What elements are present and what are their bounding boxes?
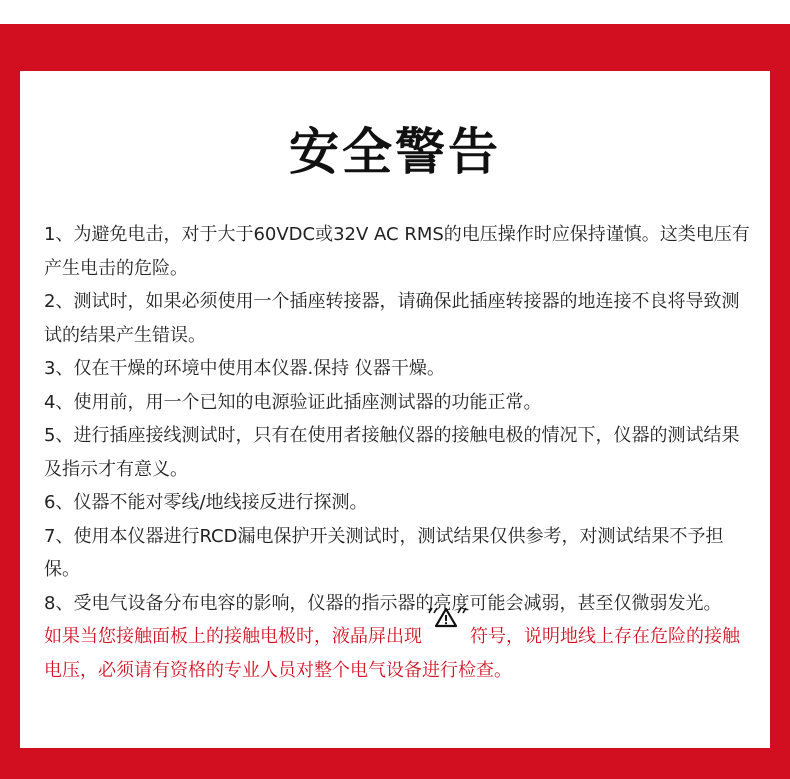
list-item: 2、测试时，如果必须使用一个插座转接器，请确保此插座转接器的地连接不良将导致测试的结果产生错误。	[44, 291, 740, 346]
page-title: 安全警告	[289, 123, 501, 181]
safety-warning-card	[20, 71, 770, 748]
list-item: 3、仅在干燥的环境中使用本仪器.保持 仪器干燥。	[44, 358, 445, 379]
danger-notice-after: 符号，说明地线上存在危险的接触电压，必须请有资格的专业人员对整个电气设备进行检查。	[44, 626, 740, 681]
list-item: 5、进行插座接线测试时，只有在使用者接触仪器的接触电极的情况下，仪器的测试结果及指示才有意义。	[44, 425, 740, 480]
list-item: 1、为避免电击，对于大于60VDC或32V AC RMS的电压操作时应保持谨慎。这类电压有产生电击的危险。	[44, 224, 750, 279]
list-item: 7、使用本仪器进行RCD漏电保护开关测试时，测试结果仅供参考，对测试结果不予担保。	[44, 525, 724, 580]
list-item: 4、使用前，用一个已知的电源验证此插座测试器的功能正常。	[44, 391, 542, 413]
top-margin	[0, 0, 790, 24]
danger-notice-before: 如果当您接触面板上的接触电极时，液晶屏出现	[44, 626, 422, 647]
warning-triangle-icon	[424, 620, 468, 653]
warning-list	[44, 218, 750, 687]
danger-notice	[44, 620, 750, 687]
list-item: 8、受电气设备分布电容的影响，仪器的指示器的亮度可能会减弱，甚至仅微弱发光。	[44, 592, 722, 614]
list-item: 6、仪器不能对零线/地线接反进行探测。	[44, 492, 368, 513]
